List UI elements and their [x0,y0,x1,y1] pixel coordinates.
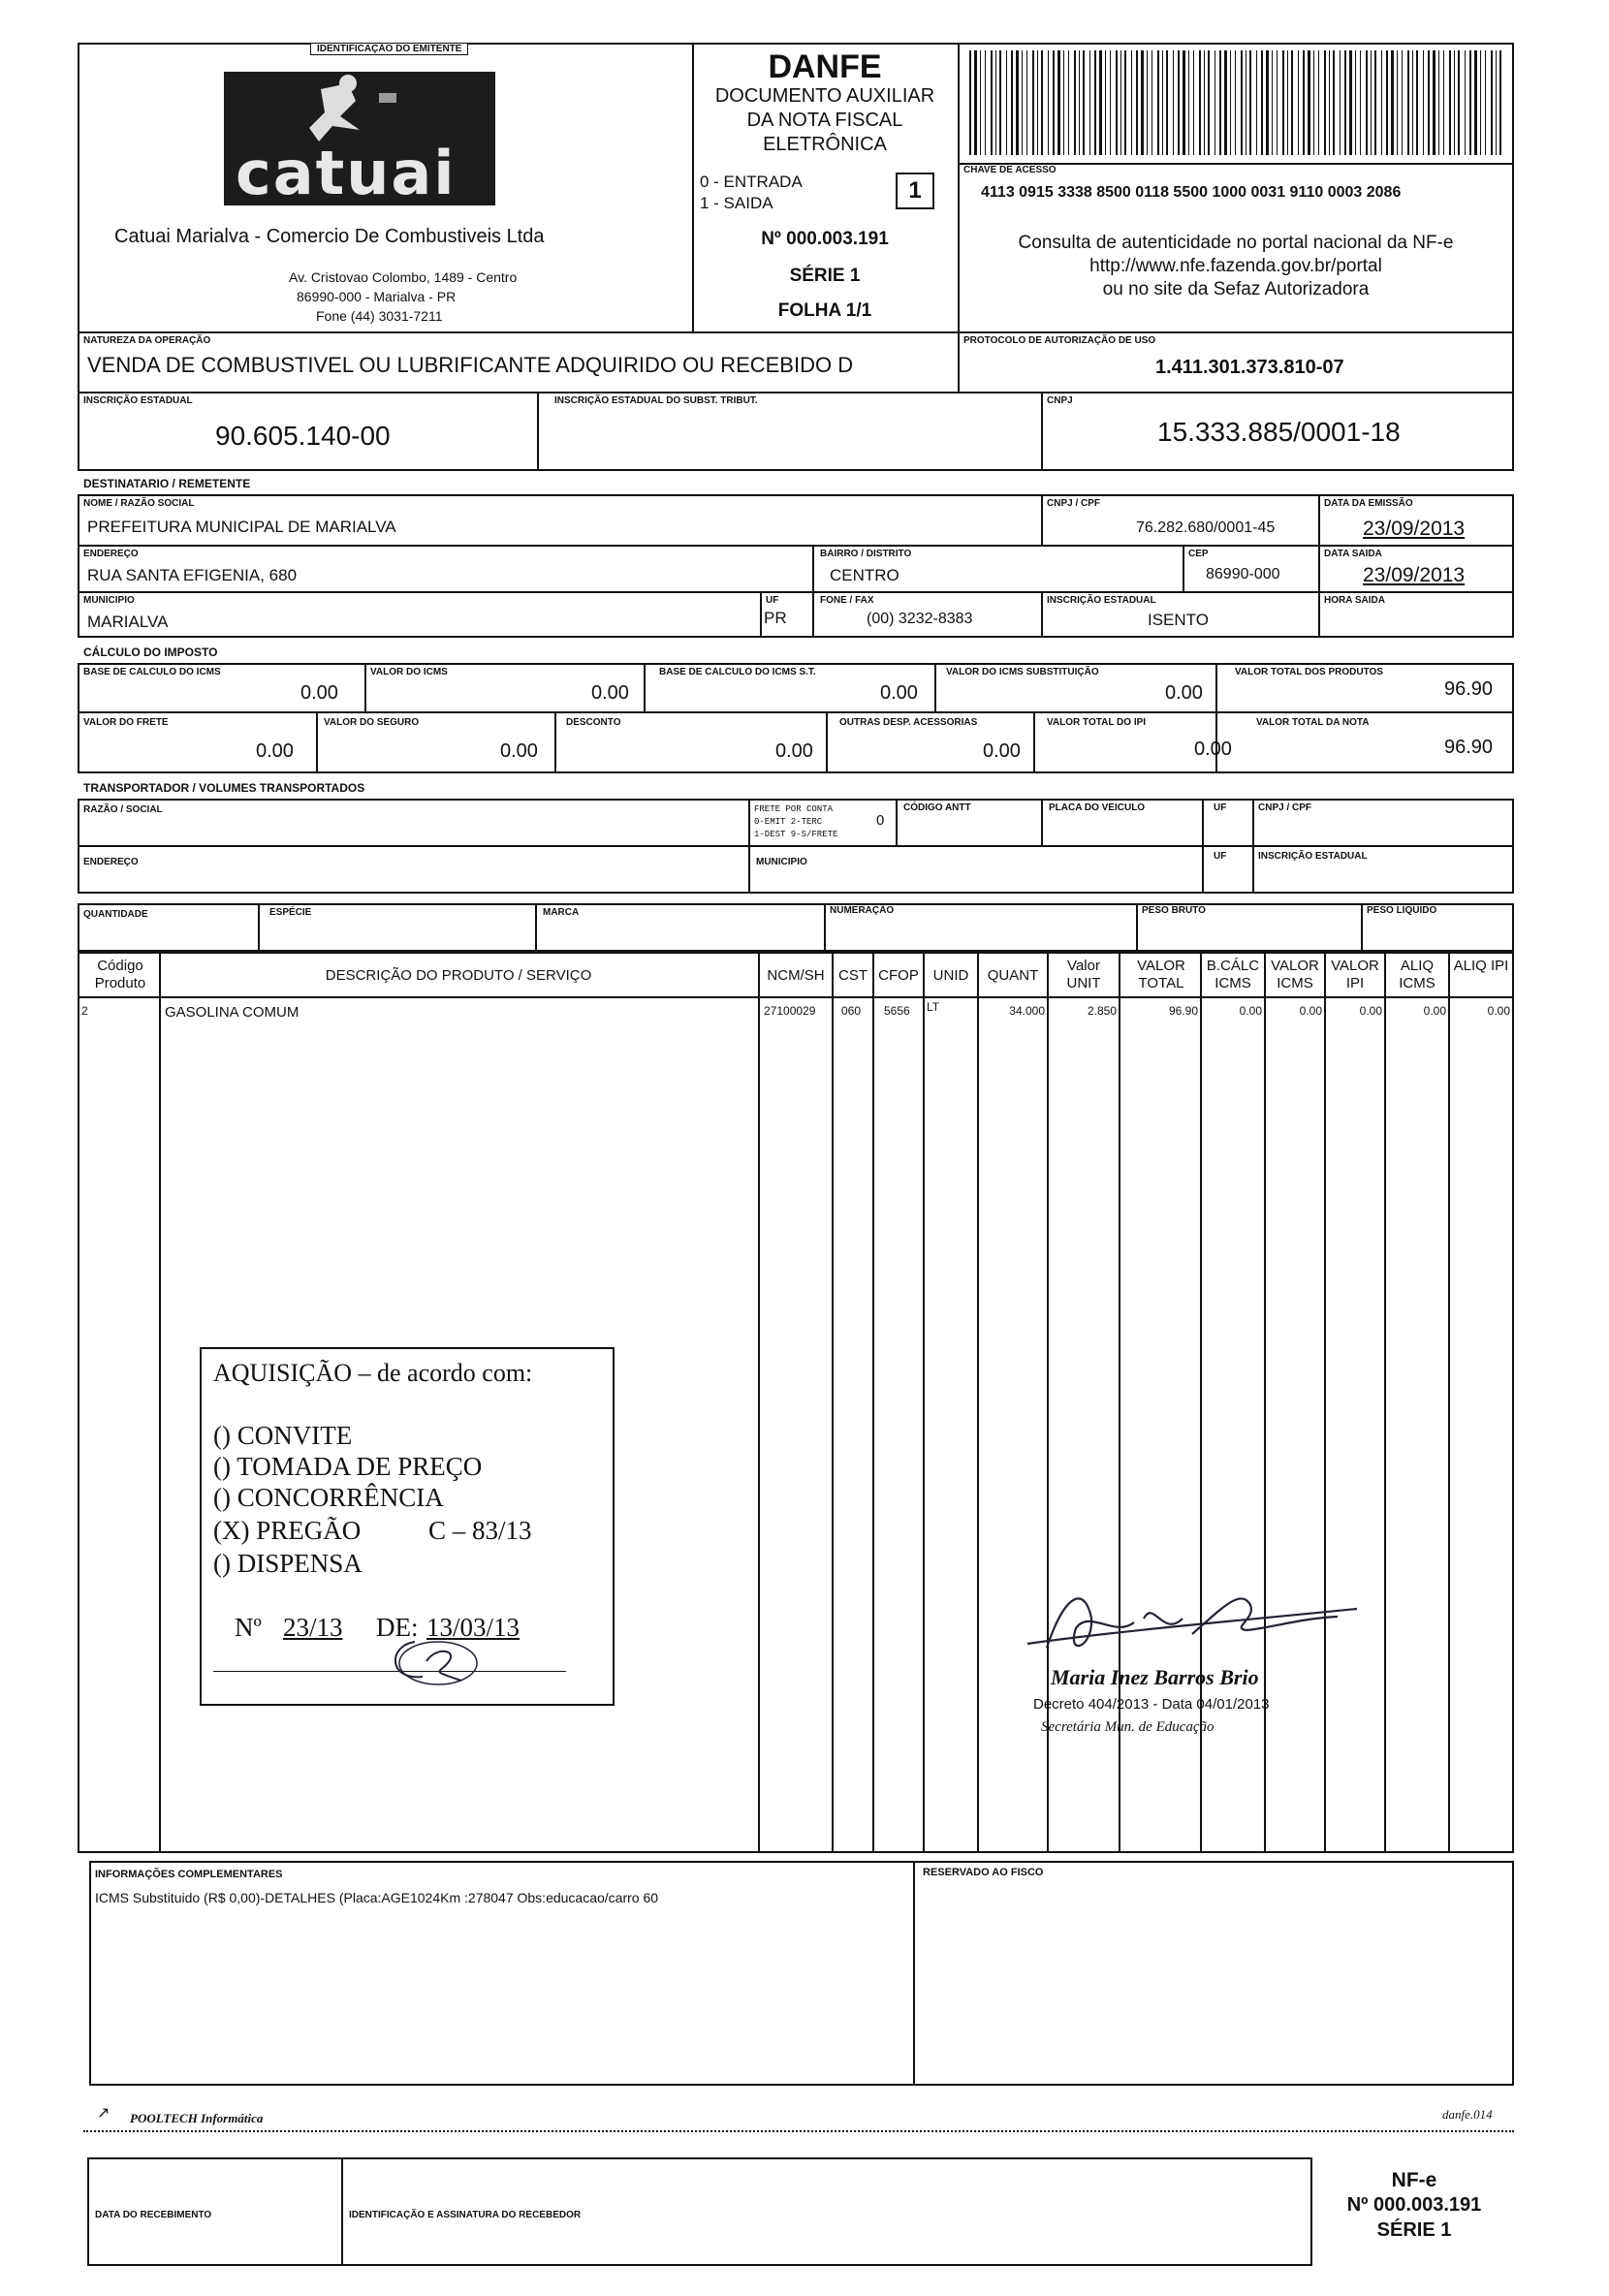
barcode-bar [1141,50,1144,155]
barcode-bar [991,50,993,155]
barcode-bar [1391,50,1394,155]
barcode-bar [1474,50,1477,155]
barcode-bar [1048,50,1049,155]
base-st-label: BASE DE CALCULO DO ICMS S.T. [659,667,816,677]
emitter-address1: Av. Cristovao Colombo, 1489 - Centro [289,269,518,285]
barcode-bar [1428,50,1430,155]
form-code: danfe.014 [1442,2107,1493,2122]
info-label: INFORMAÇÕES COMPLEMENTARES [95,1869,283,1880]
barcode-bar [1041,50,1043,155]
barcode-bar [1402,50,1403,155]
company-logo [224,72,495,208]
barcode-bar [1249,50,1251,155]
barcode-bar [1360,50,1361,155]
rec-cnpj: 76.282.680/0001-45 [1136,519,1276,536]
ipi-label: VALOR TOTAL DO IPI [1047,717,1147,728]
barcode-bar [1261,50,1263,155]
barcode-bar [974,50,977,155]
access-key: 4113 0915 3338 8500 0118 5500 1000 0031 9110 0003 2086 [981,184,1402,201]
barcode-bar [1423,50,1424,155]
rec-emission-label: DATA DA EMISSÃO [1324,498,1413,509]
row-vtotal: 96.90 [1168,1004,1198,1018]
danfe-sub1: DOCUMENTO AUXILIAR [714,85,935,107]
col-vunit: Valor UNIT [1066,958,1101,991]
cnpj-label: CNPJ [1047,395,1073,406]
barcode-bar [1355,50,1356,155]
rec-address: RUA SANTA EFIGENIA, 680 [87,566,298,584]
barcode-bar [1157,50,1159,155]
footer-serie: SÉRIE 1 [1376,2219,1452,2241]
total-products-label: VALOR TOTAL DOS PRODUTOS [1235,667,1383,677]
pooltech-icon: ↗ [97,2105,110,2122]
trans-address-label: ENDEREÇO [83,857,139,867]
barcode-bar [1079,50,1080,155]
rec-exit-label: DATA SAIDA [1324,549,1382,559]
receipt-sign-label: IDENTIFICAÇÃO E ASSINATURA DO RECEBEDOR [349,2210,582,2220]
row-ncm: 27100029 [764,1004,816,1018]
cnpj-value: 15.333.885/0001-18 [1157,417,1401,447]
freight-mode: 0 [876,812,885,829]
ie-value: 90.605.140-00 [215,421,391,451]
barcode-bar [1006,50,1007,155]
consult-line2: http://www.nfe.fazenda.gov.br/portal [1089,256,1382,276]
rec-cep: 86990-000 [1206,566,1280,582]
rec-phone: (00) 3232-8383 [867,611,973,627]
nature-label: NATUREZA DA OPERAÇÃO [83,335,211,346]
barcode-bar [1193,50,1194,155]
barcode-bar [999,50,1001,155]
vendor-name: POOLTECH Informática [130,2111,264,2125]
stamp-opt4-ref: C – 83/13 [428,1516,532,1545]
freight-line1: FRETE POR CONTA [754,804,834,814]
stamp-title: AQUISIÇÃO – de acordo com: [213,1359,533,1387]
operation-type-box: 1 [896,173,934,209]
row-cst: 060 [841,1004,862,1018]
qty-label: QUANTIDADE [83,909,148,920]
barcode-bar [1374,50,1376,155]
barcode-bar [1291,50,1293,155]
barcode-bar [1110,50,1111,155]
saida-label: 1 - SAIDA [700,194,773,212]
initials-signature [368,1632,485,1690]
rec-uf-label: UF [766,595,779,606]
rec-city: MARIALVA [87,613,169,631]
barcode-bar [985,50,986,155]
row-code: 2 [81,1004,88,1018]
numbering-label: NUMERAÇÃO [830,905,895,916]
barcode-bar [1499,50,1501,155]
barcode-bar [1412,50,1413,155]
col-cfop: CFOP [878,967,919,984]
row-vunit: 2.850 [1087,1004,1117,1018]
protocol-value: 1.411.301.373.810-07 [1155,357,1344,378]
barcode-bar [1162,50,1163,155]
emitter-name: Catuai Marialva - Comercio De Combustiveis Ltda [114,226,545,247]
barcode-bar [1308,50,1310,155]
row-desc: GASOLINA COMUM [165,1004,300,1021]
nature-value: VENDA DE COMBUSTIVEL OU LUBRIFICANTE ADQUIRIDO OU RECEBIDO D [87,353,854,377]
barcode-bar [1416,50,1418,155]
col-aicms: ALIQ ICMS [1399,958,1435,991]
barcode-bar [1074,50,1076,155]
handwritten-signature [1008,1580,1376,1677]
barcode-bar [1287,50,1288,155]
col-vicms: VALOR ICMS [1271,958,1319,991]
insurance: 0.00 [500,740,538,762]
barcode-bar [1458,50,1460,155]
barcode-bar [1131,50,1132,155]
barcode-bar [1386,50,1388,155]
barcode-bar [1344,50,1346,155]
rec-address-label: ENDEREÇO [83,549,139,559]
barcode-bar [1105,50,1106,155]
barcode-bar [980,50,981,155]
barcode-bar [1173,50,1174,155]
base-icms-label: BASE DE CALCULO DO ICMS [83,667,221,677]
info-value: ICMS Substituido (R$ 0,00)-DETALHES (Placa:AGE1024Km :278047 Obs:educacao/carro 60 [95,1890,659,1905]
transport-section-label: TRANSPORTADOR / VOLUMES TRANSPORTADOS [83,781,365,795]
stamp-date: 13/03/13 [426,1613,521,1642]
stamp-opt3: () CONCORRÊNCIA [213,1483,444,1512]
col-desc: DESCRIÇÃO DO PRODUTO / SERVIÇO [325,967,592,984]
barcode-bar [1053,50,1055,155]
barcode-bar [1120,50,1121,155]
barcode-bar [1371,50,1372,155]
barcode-bar [1204,50,1205,155]
base-icms: 0.00 [300,682,338,704]
barcode-bar [1491,50,1493,155]
danfe-number: Nº 000.003.191 [761,229,889,249]
barcode-bar [969,50,971,155]
barcode-bar [1068,50,1069,155]
barcode-bar [1188,50,1189,155]
barcode-bar [1485,50,1486,155]
base-st: 0.00 [880,682,918,704]
barcode-bar [1022,50,1023,155]
stamp-number-label: Nº [235,1613,262,1642]
barcode-bar [1026,50,1027,155]
species-label: ESPÉCIE [269,907,312,918]
barcode-bar [1469,50,1471,155]
freight-line3: 1-DEST 9-S/FRETE [754,830,838,839]
plate-label: PLACA DO VEICULO [1049,802,1146,813]
emitter-phone: Fone (44) 3031-7211 [316,308,443,324]
trans-ie-label: INSCRIÇÃO ESTADUAL [1258,851,1368,862]
barcode-bar [1324,50,1326,155]
rec-name-label: NOME / RAZÃO SOCIAL [83,498,195,509]
barcode-bar [1147,50,1148,155]
barcode [969,50,1504,155]
brand-label: MARCA [543,907,580,918]
trans-cnpj-label: CNPJ / CPF [1258,802,1312,813]
ipi: 0.00 [1194,739,1232,760]
row-aipi: 0.00 [1487,1004,1510,1018]
rec-cnpj-label: CNPJ / CPF [1047,498,1101,509]
rec-exit: 23/09/2013 [1363,564,1466,586]
barcode-bar [1199,50,1201,155]
recipient-section-label: DESTINATARIO / REMETENTE [83,477,251,490]
row-vicms: 0.00 [1299,1004,1322,1018]
barcode-bar [1282,50,1284,155]
barcode-bar [1124,50,1126,155]
barcode-bar [1089,50,1090,155]
fisco-label: RESERVADO AO FISCO [923,1867,1044,1878]
barcode-bar [1496,50,1497,155]
barcode-bar [1272,50,1273,155]
col-vipi: VALOR IPI [1331,958,1379,991]
total-note: 96.90 [1444,737,1494,758]
rec-phone-label: FONE / FAX [820,595,874,606]
col-ncm: NCM/SH [767,967,825,984]
consult-line1: Consulta de autenticidade no portal nacional da NF-e [1018,233,1454,253]
barcode-bar [1454,50,1455,155]
col-aipi: ALIQ IPI [1453,958,1509,974]
other: 0.00 [983,740,1021,762]
barcode-bar [1094,50,1096,155]
barcode-bar [1298,50,1299,155]
emitter-section-label: IDENTIFICAÇÃO DO EMITENTE [310,43,468,55]
barcode-bar [1465,50,1466,155]
logo-text: catuai [236,138,457,208]
barcode-bar [1208,50,1210,155]
access-key-label: CHAVE DE ACESSO [963,165,1057,175]
rec-uf: PR [764,609,787,627]
barcode-bar [1366,50,1368,155]
sig-line3: Secretária Mun. de Educação [1041,1719,1215,1735]
freight: 0.00 [256,740,294,762]
barcode-bar [1266,50,1269,155]
barcode-bar [1057,50,1060,155]
barcode-bar [1397,50,1398,155]
barcode-bar [1443,50,1444,155]
barcode-bar [1063,50,1064,155]
danfe-title: DANFE [768,48,882,85]
tax-section-label: CÁLCULO DO IMPOSTO [83,645,218,659]
icms: 0.00 [591,682,629,704]
barcode-bar [1480,50,1481,155]
barcode-bar [1256,50,1257,155]
total-note-label: VALOR TOTAL DA NOTA [1256,717,1370,728]
net-label: PESO LIQUIDO [1367,905,1437,916]
rec-hour-label: HORA SAIDA [1324,595,1385,606]
col-bcicms: B.CÁLC ICMS [1206,958,1260,991]
barcode-bar [1235,50,1236,155]
row-bcicms: 0.00 [1239,1004,1262,1018]
danfe-sub2: DA NOTA FISCAL [746,110,903,131]
barcode-bar [1433,50,1435,155]
col-code: Código Produto [94,958,146,991]
total-products: 96.90 [1444,678,1494,700]
col-cst: CST [838,967,868,984]
footer-number: Nº 000.003.191 [1346,2194,1482,2216]
barcode-bar [1178,50,1180,155]
row-aicms: 0.00 [1423,1004,1446,1018]
ie-st-label: INSCRIÇÃO ESTADUAL DO SUBST. TRIBUT. [554,395,758,406]
barcode-bar [1303,50,1305,155]
trans-uf2-label: UF [1214,851,1227,862]
sig-name: Maria Inez Barros Brio [1051,1665,1259,1689]
rec-name: PREFEITURA MUNICIPAL DE MARIALVA [87,518,396,536]
discount: 0.00 [775,740,813,762]
footer-nfe: NF-e [1391,2169,1437,2191]
row-vipi: 0.00 [1359,1004,1382,1018]
barcode-bar [1219,50,1221,155]
barcode-bar [1333,50,1335,155]
barcode-bar [1032,50,1034,155]
rec-district-label: BAIRRO / DISTRITO [820,549,912,559]
danfe-serie: SÉRIE 1 [789,266,861,286]
barcode-bar [1166,50,1168,155]
rec-emission: 23/09/2013 [1363,518,1466,540]
stamp-opt1: () CONVITE [213,1421,353,1450]
stamp-date-label: DE: [376,1613,419,1642]
icms-st: 0.00 [1165,682,1203,704]
trans-uf-label: UF [1214,802,1227,813]
stamp-opt4: (X) PREGÃO [213,1516,362,1545]
rec-district: CENTRO [830,566,899,584]
insurance-label: VALOR DO SEGURO [324,717,420,728]
trans-city-label: MUNICIPIO [756,857,807,867]
col-vtotal: VALOR TOTAL [1137,958,1185,991]
row-cfop: 5656 [884,1004,910,1018]
barcode-bar [1183,50,1185,155]
trans-name-label: RAZÃO / SOCIAL [83,804,163,815]
barcode-bar [1136,50,1138,155]
icms-st-label: VALOR DO ICMS SUBSTITUIÇÃO [946,667,1099,677]
rec-ie: ISENTO [1148,611,1209,629]
entrada-label: 0 - ENTRADA [700,173,803,191]
barcode-bar [1011,50,1013,155]
row-quant: 34.000 [1009,1004,1045,1018]
gross-label: PESO BRUTO [1142,905,1206,916]
consult-line3: ou no site da Sefaz Autorizadora [1102,279,1370,299]
emitter-address2: 86990-000 - Marialva - PR [297,289,457,304]
danfe-sub3: ELETRÔNICA [763,134,887,155]
barcode-bar [1037,50,1038,155]
barcode-bar [1449,50,1451,155]
barcode-bar [1329,50,1330,155]
cut-line [83,2130,1514,2132]
barcode-bar [1381,50,1382,155]
sig-line2: Decreto 404/2013 - Data 04/01/2013 [1033,1696,1270,1713]
danfe-folha: FOLHA 1/1 [777,300,872,321]
rec-city-label: MUNICIPIO [83,595,135,606]
row-unid: LT [927,1000,940,1014]
stamp-number: 23/13 [283,1613,343,1642]
barcode-bar [1099,50,1102,155]
ie-label: INSCRIÇÃO ESTADUAL [83,395,193,406]
barcode-bar [1349,50,1352,155]
discount-label: DESCONTO [566,717,621,728]
barcode-bar [1438,50,1439,155]
barcode-bar [995,50,996,155]
barcode-bar [1224,50,1227,155]
barcode-bar [1407,50,1409,155]
barcode-bar [1277,50,1278,155]
rec-cep-label: CEP [1188,549,1209,559]
col-unid: UNID [932,967,969,984]
barcode-bar [1230,50,1231,155]
barcode-bar [1241,50,1243,155]
protocol-label: PROTOCOLO DE AUTORIZAÇÃO DE USO [963,335,1156,346]
barcode-bar [1116,50,1118,155]
freight-line2: 0-EMIT 2-TERC [754,817,823,827]
other-label: OUTRAS DESP. ACESSORIAS [839,717,978,728]
col-quant: QUANT [987,967,1039,984]
antt-label: CÓDIGO ANTT [903,802,971,813]
barcode-bar [1083,50,1085,155]
receipt-date-label: DATA DO RECEBIMENTO [95,2210,212,2220]
rec-ie-label: INSCRIÇÃO ESTADUAL [1047,595,1156,606]
barcode-bar [1340,50,1341,155]
freight-label: VALOR DO FRETE [83,717,169,728]
barcode-bar [1016,50,1019,155]
barcode-bar [1318,50,1319,155]
barcode-bar [1313,50,1314,155]
stamp-opt2: () TOMADA DE PREÇO [213,1452,483,1481]
stamp-opt5: () DISPENSA [213,1549,363,1578]
icms-label: VALOR DO ICMS [370,667,448,677]
